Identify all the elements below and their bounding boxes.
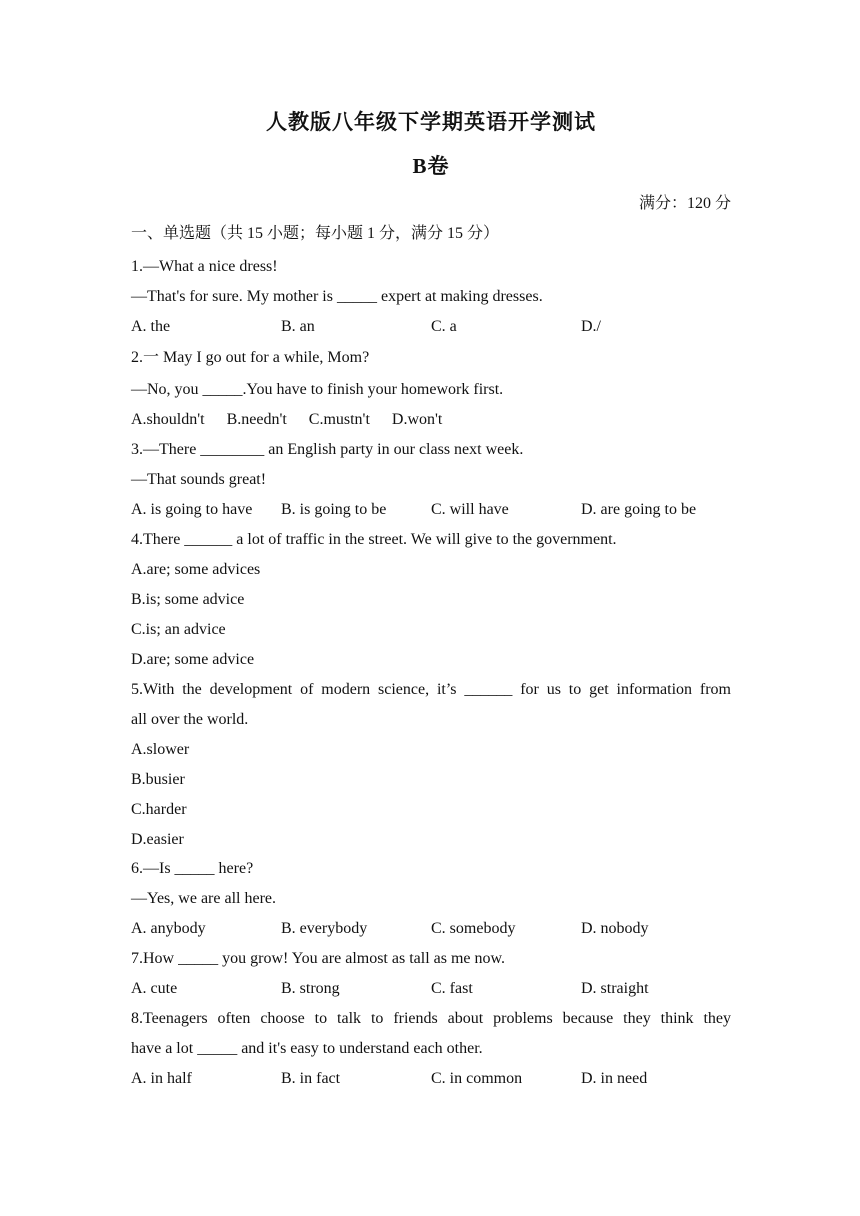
- option-c: C.mustn't: [308, 411, 370, 428]
- option-d: D.won't: [391, 411, 443, 428]
- option-b: B.needn't: [226, 411, 287, 428]
- question-stem: —That sounds great!: [131, 471, 267, 488]
- option-c: C. a: [431, 318, 457, 335]
- option-b: B.is; some advice: [131, 591, 245, 608]
- document-subtitle: B卷: [412, 154, 450, 178]
- question-stem: 4.There ______ a lot of traffic in the street. We will give to the government.: [131, 531, 617, 548]
- question-stem: 5.With the development of modern science, it’s ______ for us to get information from: [131, 681, 731, 698]
- option-a: A. the: [131, 318, 171, 335]
- option-c: C. fast: [431, 980, 473, 997]
- question-stem: 7.How _____ you grow! You are almost as tall as me now.: [131, 950, 506, 967]
- option-b: B. an: [281, 318, 315, 335]
- option-a: A.shouldn't: [131, 411, 205, 428]
- option-a: A.are; some advices: [131, 561, 261, 578]
- question-stem: —That's for sure. My mother is _____ expert at making dresses.: [131, 288, 543, 305]
- option-d: D. nobody: [581, 920, 649, 937]
- question-stem: 1.—What a nice dress!: [131, 258, 278, 275]
- option-c: C.is; an advice: [131, 621, 226, 638]
- document-title: 人教版八年级下学期英语开学测试: [266, 110, 596, 134]
- option-b: B.busier: [131, 771, 185, 788]
- option-d: D.are; some advice: [131, 651, 255, 668]
- option-a: A.slower: [131, 741, 190, 758]
- question-stem: 6.—Is _____ here?: [131, 860, 254, 877]
- section-heading: 一、单选题（共 15 小题；每小题 1 分，满分 15 分）: [131, 225, 500, 242]
- option-d: D.easier: [131, 831, 184, 848]
- question-stem: —No, you _____.You have to finish your homework first.: [131, 381, 504, 398]
- option-b: B. everybody: [281, 920, 368, 937]
- question-stem: 8.Teenagers often choose to talk to friends about problems because they think they: [131, 1010, 731, 1027]
- option-b: B. in fact: [281, 1070, 341, 1087]
- question-stem: have a lot _____ and it's easy to understand each other.: [131, 1040, 483, 1057]
- option-a: A. cute: [131, 980, 178, 997]
- option-a: A. in half: [131, 1070, 192, 1087]
- question-stem: —Yes, we are all here.: [131, 890, 276, 907]
- option-c: C. somebody: [431, 920, 516, 937]
- option-d: D. in need: [581, 1070, 648, 1087]
- option-c: C. in common: [431, 1070, 523, 1087]
- question-options: [131, 410, 731, 430]
- option-b: B. is going to be: [281, 501, 387, 518]
- option-a: A. is going to have: [131, 501, 253, 518]
- option-d: D./: [581, 318, 601, 335]
- option-b: B. strong: [281, 980, 340, 997]
- option-d: D. straight: [581, 980, 649, 997]
- option-c: C. will have: [431, 501, 509, 518]
- option-d: D. are going to be: [581, 501, 697, 518]
- question-stem: 3.—There ________ an English party in our class next week.: [131, 441, 524, 458]
- question-stem: 2.一 May I go out for a while, Mom?: [131, 349, 370, 366]
- total-score: 满分：120 分: [638, 195, 731, 212]
- option-a: A. anybody: [131, 920, 206, 937]
- option-c: C.harder: [131, 801, 187, 818]
- question-stem: all over the world.: [131, 711, 249, 728]
